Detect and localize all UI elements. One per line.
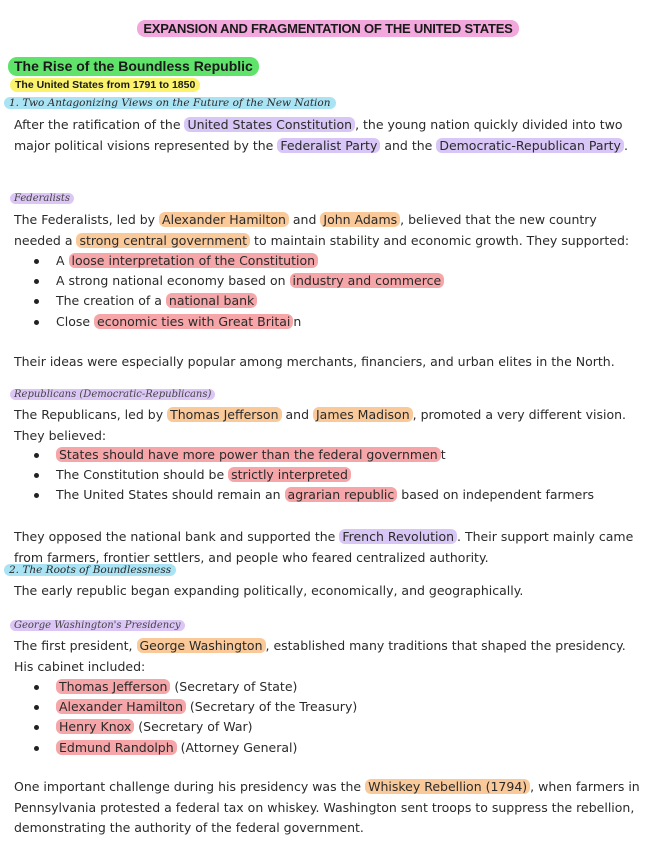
text-segment: Whiskey Rebellion (1794) [365, 779, 530, 794]
list-item [14, 271, 444, 291]
federalists-list [14, 251, 444, 332]
text-segment: (Secretary of State) [170, 679, 298, 694]
text-segment: strong central government [76, 233, 250, 248]
washington-label [10, 620, 185, 631]
text-segment: The United States should remain an [56, 487, 285, 503]
text-segment: , believed that the new country needed a [14, 212, 597, 248]
text-segment: 2. The Roots of Boundlessness [4, 564, 176, 576]
text-segment: Federalists [10, 193, 74, 204]
list-item [14, 738, 357, 758]
text-segment: n [293, 313, 302, 329]
text-segment: A strong national economy based on [56, 273, 290, 289]
text-segment: After the ratification of the [14, 117, 185, 132]
text-segment: and [288, 212, 321, 227]
text-segment: Close [56, 313, 95, 329]
text-segment: , established many traditions that shaped the presidency. His cabinet included: [14, 638, 626, 674]
text-segment: , when farmers in Pennsylvania protested a federal tax on whiskey. Washington sent troops to suppress the rebellion, demonstrating the authority of the federal government. [14, 779, 640, 835]
text-segment: Democratic-Republican Party [436, 138, 624, 153]
section-2-intro: The early republic began expanding politically, economically, and geographically. [14, 583, 524, 598]
republicans-list [14, 445, 594, 506]
text-segment: (Attorney General) [176, 739, 298, 755]
federalists-text [14, 210, 646, 251]
text-segment: . Their support mainly came from farmers, frontier settlers, and people who feared centralized authority. [14, 529, 634, 565]
text-segment: economic ties with Great Britai [94, 314, 293, 329]
text-segment: A [56, 253, 69, 268]
republicans-label [10, 389, 215, 400]
washington-text [14, 636, 646, 677]
text-segment: George Washington's Presidency [10, 620, 185, 631]
text-segment: 1. Two Antagonizing Views on the Future of the New Nation [4, 97, 336, 109]
text-segment: and [281, 407, 313, 422]
federalists-label [10, 193, 74, 204]
text-segment: strictly interpreted [228, 467, 351, 482]
text-segment: One important challenge during his presidency was the [14, 779, 366, 794]
text-segment: . [623, 137, 628, 153]
list-item [14, 312, 444, 332]
text-segment: Thomas Jefferson [167, 407, 281, 422]
republicans-text [14, 405, 646, 446]
cabinet-list [14, 677, 357, 758]
text-segment: The Constitution should be [56, 467, 229, 483]
text-segment: industry and commerce [290, 273, 445, 288]
text-segment: States should have more power than the federal governmen [56, 447, 441, 462]
text-segment: Republicans (Democratic-Republicans) [10, 389, 215, 400]
text-segment: and the [380, 137, 437, 153]
text-segment: United States Constitution [184, 117, 355, 132]
text-segment: national bank [166, 293, 257, 308]
text-segment: , promoted a very different vision. They believed: [14, 407, 627, 443]
text-segment: Edmund Randolph [56, 740, 177, 755]
sub-heading [10, 79, 200, 91]
text-segment: The Republicans, led by [14, 407, 168, 422]
text-segment: The creation of a [56, 293, 166, 309]
text-segment: based on independent farmers [397, 487, 594, 503]
washington-closing [14, 777, 646, 839]
text-segment: French Revolution [339, 529, 457, 544]
text-segment: Federalist Party [277, 138, 380, 153]
section-2-heading [4, 564, 176, 576]
text-segment: t [440, 447, 446, 462]
list-item [14, 251, 444, 271]
section-1-heading [4, 97, 336, 109]
text-segment: , the young nation quickly divided into two major political visions represented by the [14, 117, 623, 153]
text-segment: Alexander Hamilton [159, 212, 289, 227]
text-segment: John Adams [320, 212, 400, 227]
list-item [14, 485, 594, 505]
text-segment: The Federalists, led by [14, 212, 160, 227]
list-item [14, 717, 357, 737]
list-item [14, 465, 594, 485]
list-item [14, 677, 357, 697]
text-segment: Thomas Jefferson [56, 679, 170, 694]
text-segment: They opposed the national bank and supported the [14, 529, 340, 544]
text-segment: The first president, [14, 638, 137, 653]
republicans-closing [14, 527, 646, 568]
text-segment: to maintain stability and economic growth. They supported: [250, 232, 630, 248]
text-segment: Henry Knox [56, 719, 134, 734]
text-segment: The Rise of the Boundless Republic [8, 57, 259, 76]
text-segment: George Washington [137, 638, 266, 653]
text-segment: agrarian republic [285, 487, 398, 502]
federalists-closing: Their ideas were especially popular among merchants, financiers, and urban elites in the North. [14, 354, 615, 369]
text-segment: Alexander Hamilton [56, 699, 186, 714]
section-1-intro [14, 115, 646, 156]
list-item [14, 291, 444, 311]
text-segment: (Secretary of the Treasury) [185, 699, 358, 715]
text-segment: EXPANSION AND FRAGMENTATION OF THE UNITED STATES [137, 20, 518, 37]
list-item [14, 697, 357, 717]
text-segment: loose interpretation of the Constitution [69, 253, 319, 268]
list-item [14, 445, 594, 465]
text-segment: The United States from 1791 to 1850 [10, 78, 200, 92]
text-segment: James Madison [313, 407, 413, 422]
page-title [0, 21, 656, 36]
text-segment: (Secretary of War) [134, 719, 253, 735]
main-heading [8, 58, 259, 74]
